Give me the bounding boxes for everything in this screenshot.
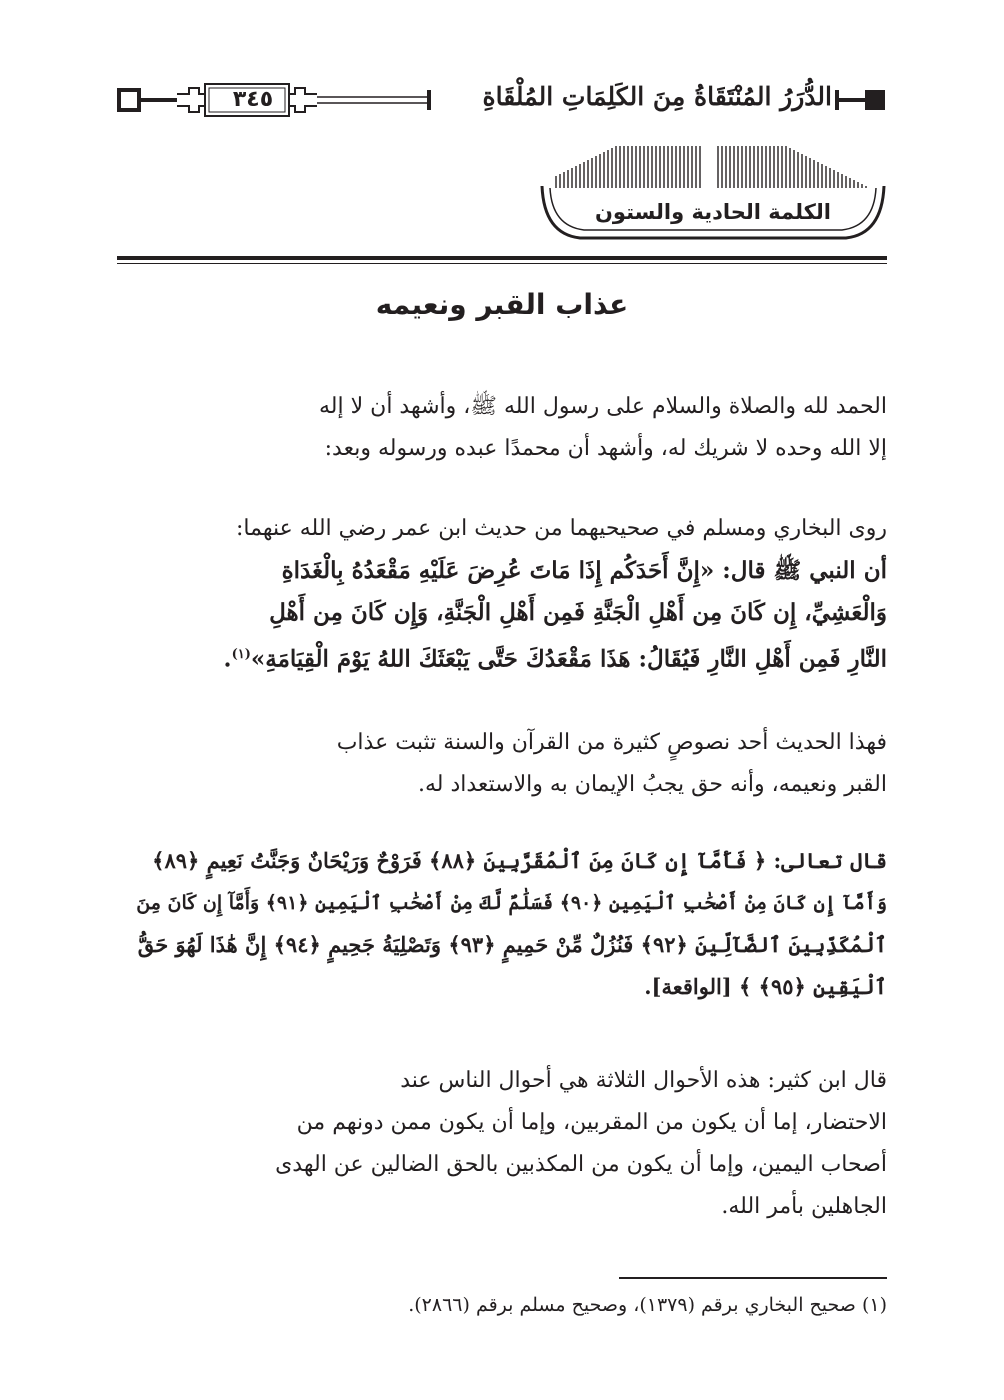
paragraph-line: أصحاب اليمين، وإما أن يكون من المكذبين بالحق الضالين عن الهدى (275, 1152, 887, 1177)
hadith-line-last: النَّارِ فَمِن أَهْلِ النَّارِ فَيُقَالُ: هَذَا مَقْعَدُكَ حَتَّى يَبْعَثَكَ اللهُ يَوْمَ الْقِيَامَةِ»$^{(١)}$. (223, 645, 887, 673)
running-header (117, 80, 887, 120)
quran-line: قال تعالى: ﴿ فَأَمَّآ إِن كَانَ مِنَ ٱلْمُقَرَّبِينَ ﴿٨٨﴾ فَرَوْحٌ وَرَيْحَانٌ وَجَنَّتُ نَعِيمٍ ﴿٨٩﴾ (152, 848, 887, 873)
quran-line: ٱلْمُكَذِّبِينَ ٱلضَّآلِّينَ ﴿٩٢﴾ فَنُزُلٌ مِّنْ حَمِيمٍ ﴿٩٣﴾ وَتَصْلِيَةُ جَحِيمٍ ﴿٩٤﴾ إِنَّ هَٰذَا لَهُوَ حَقُّ (137, 932, 887, 957)
paragraph-3 (117, 722, 887, 806)
chapter-title: عذاب القبر ونعيمه (375, 288, 629, 321)
running-header-title: الدُّرَرُ المُنْتَقَاةُ مِنَ الكَلِمَاتِ المُلْقَاةِ (482, 82, 832, 111)
section-label: الكلمة الحادية والستون (595, 200, 831, 224)
hadith-line: وَالْعَشِيِّ، إِن كَانَ مِن أَهْلِ الْجَنَّةِ فَمِن أَهْلِ الْجَنَّةِ، وَإِن كَانَ مِن أَهْلِ (269, 599, 887, 626)
paragraph-line: القبر ونعيمه، وأنه حق يجبُ الإيمان به والاستعداد له. (417, 772, 887, 797)
paragraph-line: الاحتضار، إما أن يكون من المقربين، وإما أن يكون ممن دونهم من (296, 1110, 887, 1135)
footnote-mark: (١) (231, 647, 251, 662)
page-number: ٣٤٥ (232, 87, 274, 112)
paragraph-5 (117, 1060, 887, 1228)
paragraph-4-quran (117, 840, 887, 1008)
paragraph-2 (117, 508, 887, 681)
header-rule-thin (117, 263, 887, 264)
paragraph-line: إلا الله وحده لا شريك له، وأشهد أن محمدًا عبده ورسوله وبعد: (324, 436, 887, 461)
paragraph-1 (117, 386, 887, 470)
quran-line: وَأَمَّآ إِن كَانَ مِنْ أَصْحَٰبِ ٱلْيَمِينِ ﴿٩٠﴾ فَسَلَٰمٌ لَّكَ مِنْ أَصْحَٰبِ ٱلْيَمِينِ ﴿٩١﴾ وَأَمَّآ إِن كَانَ مِنَ (136, 892, 887, 914)
paragraph-line: روى البخاري ومسلم في صحيحيهما من حديث ابن عمر رضي الله عنهما: (236, 516, 887, 541)
footnote-rule (619, 1277, 887, 1279)
header-rule-thick (117, 256, 887, 260)
quran-line: ٱلْيَقِينِ ﴿٩٥﴾ ﴾ [الواقعة]. (644, 974, 887, 999)
hadith-text: النَّارِ فَمِن أَهْلِ النَّارِ فَيُقَالُ: هَذَا مَقْعَدُكَ حَتَّى يَبْعَثَكَ اللهُ يَوْمَ الْقِيَامَةِ» (250, 645, 887, 673)
badge-frame (540, 146, 886, 246)
paragraph-line: قال ابن كثير: هذه الأحوال الثلاثة هي أحوال الناس عند (400, 1068, 887, 1093)
footnote: (١) صحيح البخاري برقم (١٣٧٩)، وصحيح مسلم برقم (٢٨٦٦). (408, 1294, 887, 1316)
hadith-line: أن النبي ﷺ قال: «إِنَّ أَحَدَكُم إِذَا مَاتَ عُرِضَ عَلَيْهِ مَقْعَدُهُ بِالْغَدَاةِ (281, 557, 887, 584)
section-badge (540, 146, 886, 246)
paragraph-line: فهذا الحديث أحد نصوصٍ كثيرة من القرآن والسنة تثبت عذاب (336, 730, 887, 755)
paragraph-line: الجاهلين بأمر الله. (721, 1194, 887, 1219)
paragraph-line: الحمد لله والصلاة والسلام على رسول الله ﷺ، وأشهد أن لا إله (319, 394, 887, 419)
